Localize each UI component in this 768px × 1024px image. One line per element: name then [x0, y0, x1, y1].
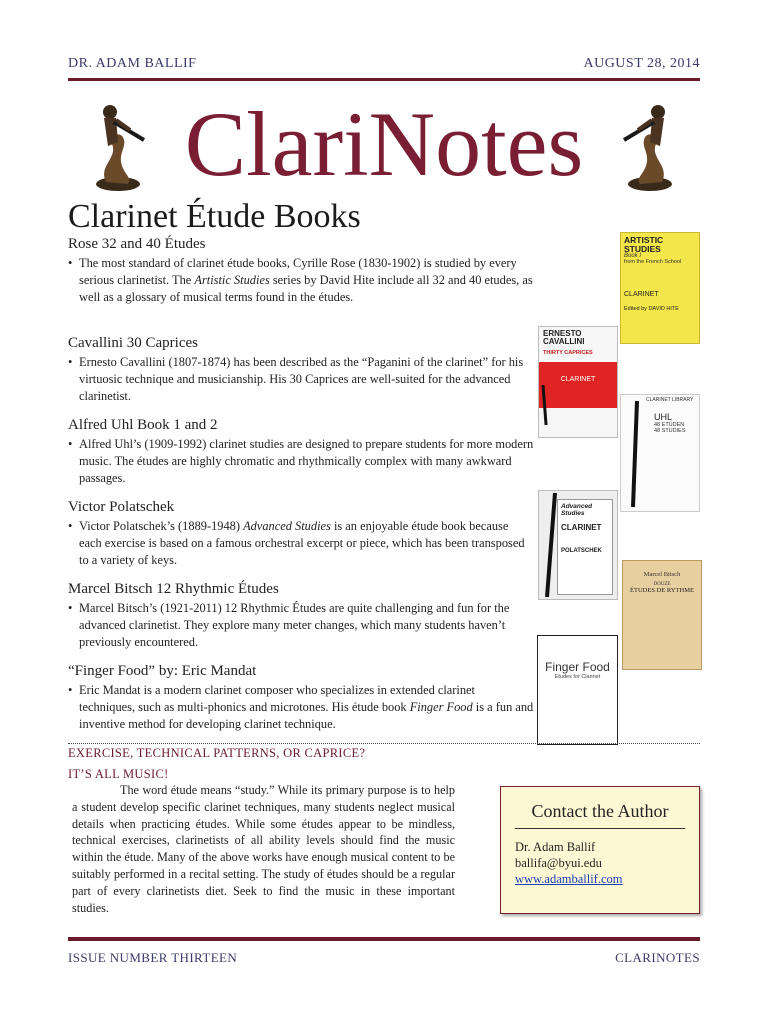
section-bullet: • Marcel Bitsch’s (1921-2011) 12 Rhythmic Études are quite challenging and fun for the advanced clarinetist. They explore many meter changes, which many students haven’t previously encountered. [68, 600, 534, 651]
contact-website-link[interactable]: www.adamballif.com [515, 872, 623, 886]
clarinet-image-icon [623, 399, 653, 509]
section-heading: Victor Polatschek [68, 499, 175, 515]
contact-email[interactable]: ballifa@byui.edu [515, 856, 602, 870]
cover-bitsch: Marcel Bitsch DOUZE ÉTUDES DE RYTHME [622, 560, 702, 670]
section-bullet: • Ernesto Cavallini (1807-1874) has been described as the “Paganini of the clarinet” for his virtuosic technique and musicianship. His 30 Caprices are well-suited for the advanced clarinetist. [68, 354, 534, 405]
contact-box [500, 786, 700, 914]
contact-rule [515, 828, 685, 829]
date-header: AUGUST 28, 2014 [583, 56, 700, 71]
section-heading: Alfred Uhl Book 1 and 2 [68, 417, 218, 433]
section-heading: Rose 32 and 40 Études [68, 236, 206, 252]
section-heading: “Finger Food” by: Eric Mandat [68, 663, 257, 679]
exercise-body: The word étude means “study.” While its primary purpose is to help a student develop specific clarinet techniques, many students neglect musical details when practicing études. While some études appear to be mindless, technical exercises, clarinetists of all ability levels should find the music within the étude. Many of the above works have enough musical content to be suitably performed in a recital setting. The study of études should be a regular part of every clarinetists diet. Seek to find the music in these important studies. [72, 783, 455, 915]
article-title: Clarinet Étude Books [68, 198, 361, 235]
clarinet-image-icon [539, 385, 618, 425]
cover-uhl: CLARINET LIBRARY UHL 48 ETÜDEN 48 STUDIES [620, 394, 700, 512]
exercise-heading: EXERCISE, TECHNICAL PATTERNS, OR CAPRICE? [68, 746, 366, 760]
section-bullet: • Alfred Uhl’s (1909-1992) clarinet studies are designed to prepare students for more modern music. The études are highly chromatic and rhythmically complex with many awkward passages. [68, 436, 534, 487]
clarinet-image-icon [541, 491, 561, 600]
contact-title: Contact the Author [531, 801, 669, 821]
section-heading: Marcel Bitsch 12 Rhythmic Études [68, 581, 279, 597]
cover-finger-food: Finger Food Etudes for Clarinet [537, 635, 618, 745]
footer-publication: CLARINOTES [615, 950, 700, 965]
cover-cavallini: ERNESTO CAVALLINI THIRTY CAPRICES CLARINET [538, 326, 618, 438]
cover-polatschek: Advanced Studies CLARINET POLATSCHEK [538, 490, 618, 600]
section-bullet: • The most standard of clarinet étude books, Cyrille Rose (1830-1902) is studied by every serious clarinetist. The Artistic Studies series by David Hite include all 32 and 40 etudes, as well as a glossary of musical terms found in the études. [68, 255, 534, 306]
footer-rule [68, 937, 700, 941]
footer-issue: ISSUE NUMBER THIRTEEN [68, 950, 238, 965]
contact-name: Dr. Adam Ballif [515, 840, 596, 854]
header-rule [68, 78, 700, 81]
cover-artistic-studies: ARTISTIC STUDIES Book I from the French School CLARINET Edited by DAVID HITE [620, 232, 700, 344]
masthead-title: ClariNotes [184, 93, 584, 195]
section-divider [68, 743, 700, 744]
exercise-subheading: IT’S ALL MUSIC! [68, 767, 169, 781]
section-bullet: • Eric Mandat is a modern clarinet composer who specializes in extended clarinet techniques, such as multi-phonics and microtones. His étude book Finger Food is a fun and inventive method for developing clarinet technique. [68, 682, 534, 733]
section-bullet: • Victor Polatschek’s (1889-1948) Advanced Studies is an enjoyable étude book because each exercise is based on a famous orchestral excerpt or piece, which has been transposed to a variety of keys. [68, 518, 534, 569]
section-heading: Cavallini 30 Caprices [68, 335, 198, 351]
author-header: DR. ADAM BALLIF [68, 56, 197, 71]
